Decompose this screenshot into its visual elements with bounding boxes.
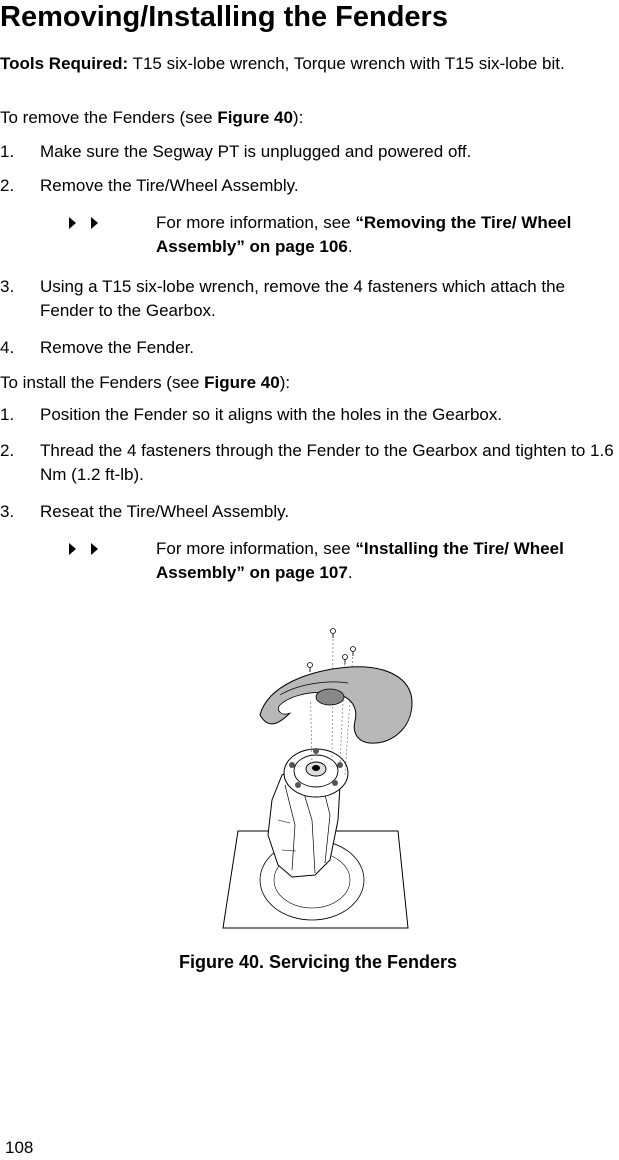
double-arrow-icon <box>64 538 114 558</box>
page-number: 108 <box>5 1138 34 1157</box>
step-text: Make sure the Segway PT is unplugged and powered off. <box>40 142 472 161</box>
step-text: Position the Fender so it aligns with the holes in the Gearbox. <box>40 405 503 424</box>
step-number: 1. <box>0 405 15 424</box>
remove-figure-ref[interactable]: Figure 40 <box>217 108 293 127</box>
step-text: Remove the Tire/Wheel Assembly. <box>40 176 299 195</box>
remove-intro-pre: To remove the Fenders (see <box>0 108 218 127</box>
install-intro <box>0 371 619 395</box>
note-pre: For more information, see <box>156 213 356 232</box>
screw-icon <box>331 629 336 639</box>
page-title: Removing/Installing the Fenders <box>0 1 448 33</box>
step-number: 1. <box>0 142 15 161</box>
install-figure-ref[interactable]: Figure 40 <box>204 373 280 392</box>
double-arrow-icon <box>64 212 114 232</box>
remove-intro-post: ): <box>292 108 304 127</box>
screw-icon <box>308 663 313 673</box>
screw-icon <box>351 647 356 657</box>
note-text <box>156 537 611 585</box>
step-text: Thread the 4 fasteners through the Fender to the Gearbox and tighten to 1.6 Nm (1.2 ft-lb). <box>40 441 614 484</box>
remove-intro <box>0 106 619 130</box>
figure-caption: Figure 40. Servicing the Fenders <box>178 952 458 972</box>
step-text: Reseat the Tire/Wheel Assembly. <box>40 502 290 521</box>
note-pre: For more information, see <box>156 539 356 558</box>
fender-exploded-view-illustration <box>220 625 420 930</box>
install-intro-pre: To install the Fenders (see <box>0 373 205 392</box>
remove-tire-link[interactable]: “Removing the Tire/ Wheel Assembly” on page 106 <box>156 213 572 256</box>
note-post: . <box>347 563 353 582</box>
step-text: Remove the Fender. <box>40 338 195 357</box>
step-number: 3. <box>0 277 15 296</box>
step-number: 2. <box>0 176 15 195</box>
step-text: Using a T15 six-lobe wrench, remove the 4 fasteners which attach the Fender to the Gearbox. <box>40 277 566 320</box>
step-number: 2. <box>0 441 15 460</box>
note-text <box>156 211 611 259</box>
install-intro-post: ): <box>279 373 291 392</box>
install-tire-link[interactable]: “Installing the Tire/ Wheel Assembly” on page 107 <box>156 539 564 582</box>
screw-icon <box>343 655 348 665</box>
tools-required-label: Tools Required: <box>0 54 129 73</box>
note-post: . <box>347 237 353 256</box>
tools-required-text: T15 six-lobe wrench, Torque wrench with T15 six-lobe bit. <box>128 54 565 73</box>
step-number: 3. <box>0 502 15 521</box>
tools-required <box>0 52 619 76</box>
step-number: 4. <box>0 338 15 357</box>
